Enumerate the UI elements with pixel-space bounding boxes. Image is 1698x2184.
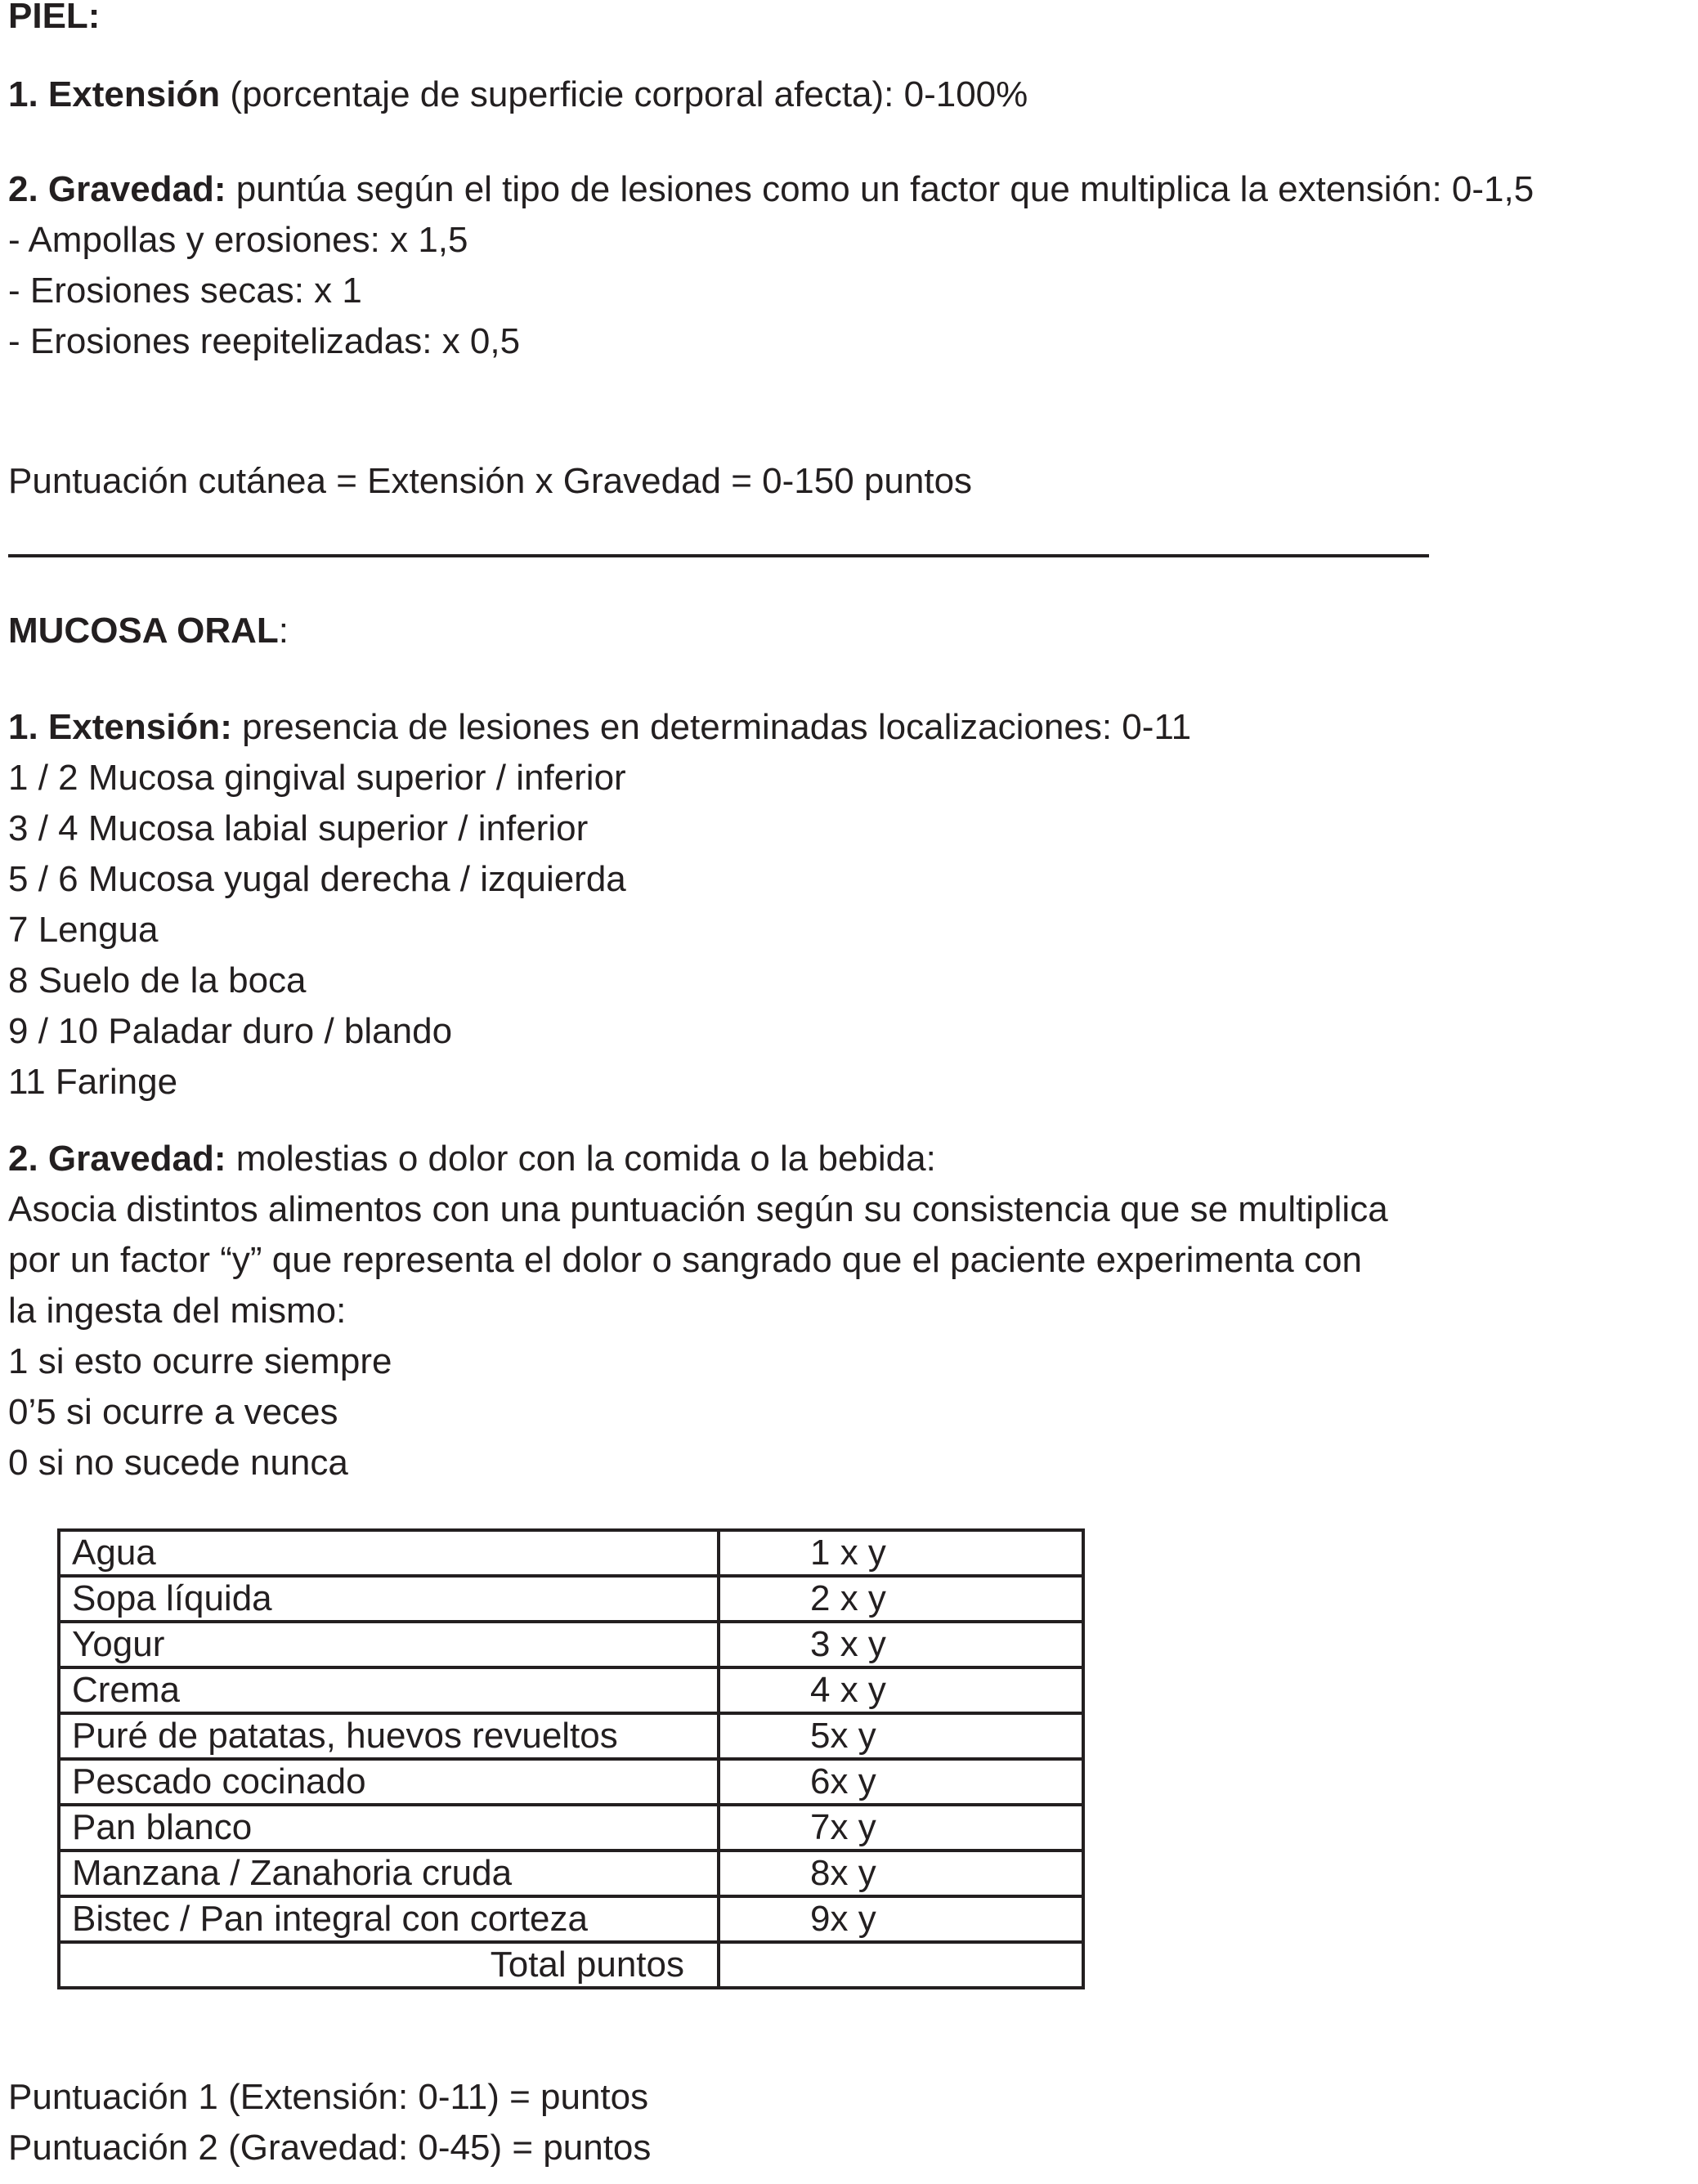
section-divider: [8, 554, 1429, 557]
table-row: [59, 1530, 1083, 1576]
piel-extension-label: 1. Extensión: [8, 74, 221, 114]
score-1: Puntuación 1 (Extensión: 0-11) = puntos: [8, 2077, 649, 2117]
mucosa-extension-text: presencia de lesiones en determinadas localizaciones: 0-11: [231, 707, 1192, 747]
location-item: 7 Lengua: [8, 910, 159, 950]
table-row: [59, 1851, 1083, 1896]
food-factor: 4 x y: [719, 1667, 1083, 1713]
food-name: Puré de patatas, huevos revueltos: [59, 1713, 719, 1759]
food-name: Agua: [59, 1530, 719, 1576]
mucosa-gravedad-text: molestias o dolor con la comida o la bebida:: [226, 1139, 936, 1179]
gravedad-description: por un factor “y” que representa el dolor o sangrado que el paciente experimenta con: [8, 1240, 1362, 1280]
location-item: 8 Suelo de la boca: [8, 960, 307, 1000]
table-row: [59, 1896, 1083, 1942]
food-name: Pan blanco: [59, 1805, 719, 1851]
table-row: [59, 1713, 1083, 1759]
table-total-row: [59, 1942, 1083, 1988]
piel-extension-text: (porcentaje de superficie corporal afecta): 0-100%: [220, 74, 1028, 114]
food-factor: 6x y: [719, 1759, 1083, 1805]
food-factor: 3 x y: [719, 1622, 1083, 1667]
location-item: 9 / 10 Paladar duro / blando: [8, 1011, 453, 1051]
food-name: Manzana / Zanahoria cruda: [59, 1851, 719, 1896]
piel-score: Puntuación cutánea = Extensión x Gravedad = 0-150 puntos: [8, 461, 973, 501]
location-item: 5 / 6 Mucosa yugal derecha / izquierda: [8, 859, 626, 899]
gravedad-description: 1 si esto ocurre siempre: [8, 1341, 392, 1381]
food-name: Crema: [59, 1667, 719, 1713]
piel-sub-item: - Erosiones secas: x 1: [8, 271, 362, 311]
food-factor: 9x y: [719, 1896, 1083, 1942]
mucosa-gravedad: [8, 1138, 936, 1180]
table-row: [59, 1667, 1083, 1713]
location-item: 1 / 2 Mucosa gingival superior / inferior: [8, 758, 626, 798]
piel-sub-item: - Erosiones reepitelizadas: x 0,5: [8, 321, 521, 361]
food-factor: 5x y: [719, 1713, 1083, 1759]
piel-gravedad: [8, 168, 1534, 211]
food-name: Sopa líquida: [59, 1576, 719, 1622]
table-row: [59, 1576, 1083, 1622]
gravedad-description: Asocia distintos alimentos con una puntuación según su consistencia que se multiplica: [8, 1189, 1388, 1229]
food-factor: 1 x y: [719, 1530, 1083, 1576]
score-2: Puntuación 2 (Gravedad: 0-45) = puntos: [8, 2128, 652, 2168]
piel-title: PIEL:: [8, 0, 101, 36]
mucosa-title: MUCOSA ORAL:: [8, 611, 289, 651]
food-name: Bistec / Pan integral con corteza: [59, 1896, 719, 1942]
mucosa-extension: [8, 706, 1191, 749]
total-label: Total puntos: [59, 1942, 719, 1988]
gravedad-description: la ingesta del mismo:: [8, 1291, 347, 1331]
table-row: [59, 1805, 1083, 1851]
total-value: [719, 1942, 1083, 1988]
gravedad-description: 0’5 si ocurre a veces: [8, 1392, 338, 1432]
food-score-table: [57, 1528, 1085, 1989]
food-name: Pescado cocinado: [59, 1759, 719, 1805]
piel-gravedad-label: 2. Gravedad:: [8, 169, 226, 209]
location-item: 11 Faringe: [8, 1062, 178, 1102]
table-row: [59, 1759, 1083, 1805]
piel-sub-item: - Ampollas y erosiones: x 1,5: [8, 220, 468, 260]
gravedad-description: 0 si no sucede nunca: [8, 1443, 348, 1483]
food-factor: 2 x y: [719, 1576, 1083, 1622]
food-factor: 8x y: [719, 1851, 1083, 1896]
location-item: 3 / 4 Mucosa labial superior / inferior: [8, 808, 589, 848]
food-factor: 7x y: [719, 1805, 1083, 1851]
food-name: Yogur: [59, 1622, 719, 1667]
piel-gravedad-text: puntúa según el tipo de lesiones como un factor que multiplica la extensión: 0-1,5: [226, 169, 1534, 209]
piel-extension: [8, 74, 1028, 116]
mucosa-extension-label: 1. Extensión:: [8, 707, 232, 747]
mucosa-gravedad-label: 2. Gravedad:: [8, 1139, 226, 1179]
table-row: [59, 1622, 1083, 1667]
